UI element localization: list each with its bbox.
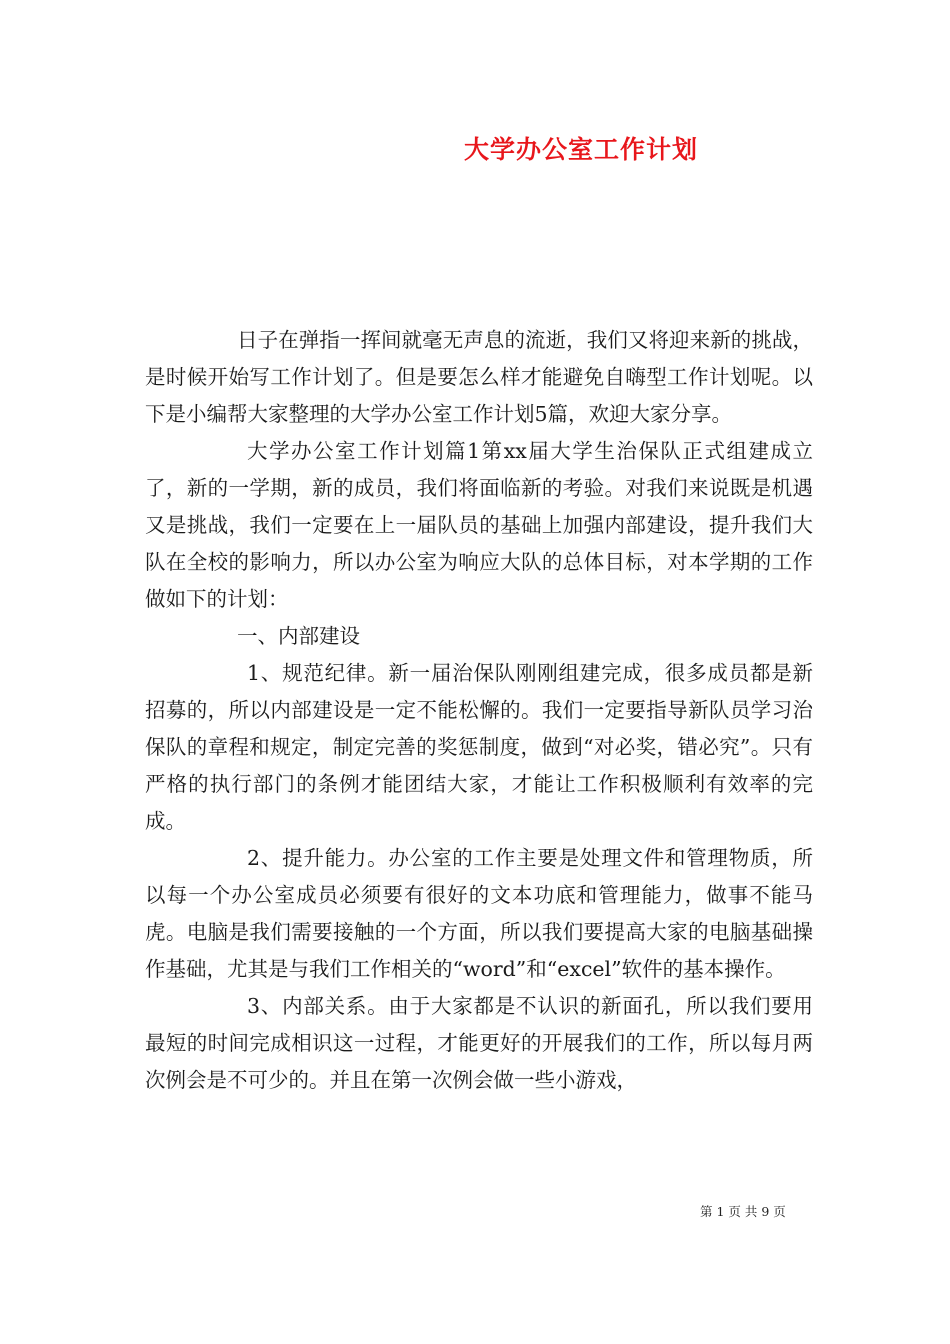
paragraph-plan-1: 大学办公室工作计划篇1第xx届大学生治保队正式组建成立了，新的一学期，新的成员，我们将面临新的考验。对我们来说既是机遇又是挑战，我们一定要在上一届队员的基础上加强内部建设，提升我们大队在全校的影响力，所以办公室为响应大队的总体目标，对本学期的工作做如下的计划： (145, 439, 813, 611)
paragraph-relations: 3、内部关系。由于大家都是不认识的新面孔，所以我们要用最短的时间完成相识这一过程，才能更好的开展我们的工作，所以每月两次例会是不可少的。并且在第一次例会做一些小游戏， (145, 994, 813, 1092)
page-number: 第 1 页 共 9 页 (700, 1204, 786, 1219)
paragraph-intro: 日子在弹指一挥间就毫无声息的流逝，我们又将迎来新的挑战，是时候开始写工作计划了。但是要怎么样才能避免自嗨型工作计划呢。以下是小编帮大家整理的大学办公室工作计划5篇，欢迎大家分享。 (145, 328, 813, 426)
document-title: 大学办公室工作计划 (463, 135, 698, 164)
paragraph-ability: 2、提升能力。办公室的工作主要是处理文件和管理物质，所以每一个办公室成员必须要有很好的文本功底和管理能力，做事不能马虎。电脑是我们需要接触的一个方面，所以我们要提高大家的电脑基础操作基础，尤其是与我们工作相关的“word”和“excel”软件的基本操作。 (145, 846, 813, 981)
section-heading-internal-building: 一、内部建设 (237, 624, 360, 648)
paragraph-discipline: 1、规范纪律。新一届治保队刚刚组建完成，很多成员都是新招募的，所以内部建设是一定不能松懈的。我们一定要指导新队员学习治保队的章程和规定，制定完善的奖惩制度，做到“对必奖，错必究”。只有严格的执行部门的条例才能团结大家，才能让工作积极顺利有效率的完成。 (145, 661, 813, 833)
document-body (145, 322, 813, 1099)
